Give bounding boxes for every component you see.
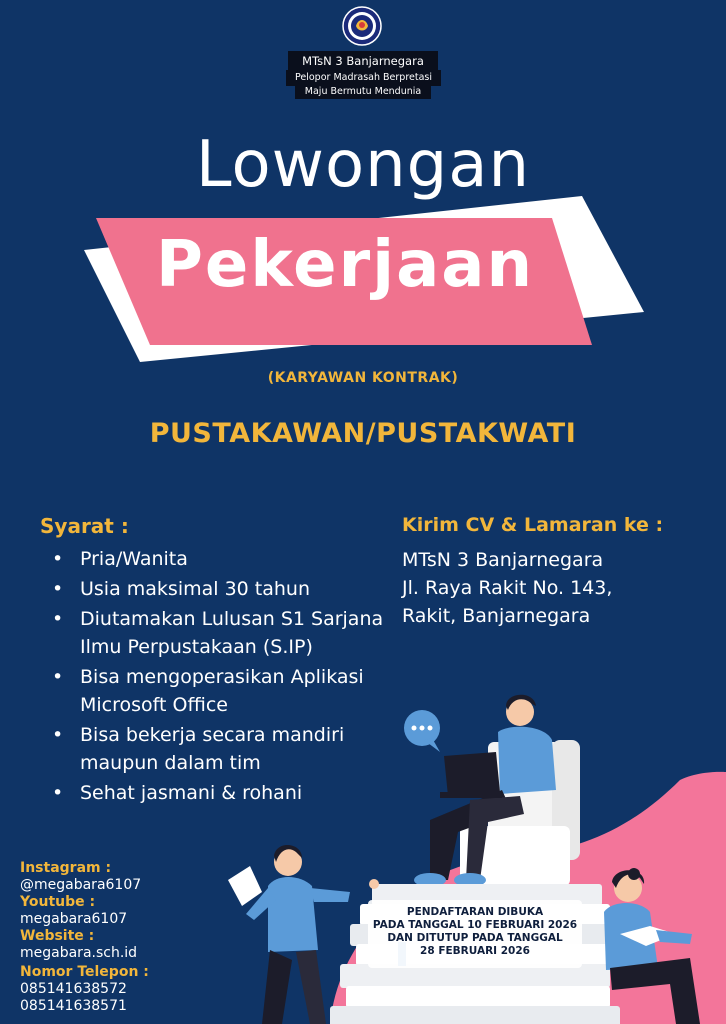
- youtube-label: Youtube :: [20, 894, 96, 910]
- notice-line-2: PADA TANGGAL 10 FEBRUARI 2026: [372, 919, 578, 931]
- website-value: megabara.sch.id: [20, 945, 138, 961]
- send-cv-heading: Kirim CV & Lamaran ke :: [402, 514, 664, 536]
- address-line: MTsN 3 Banjarnegara: [402, 549, 604, 571]
- employment-type-label: (KARYAWAN KONTRAK): [267, 370, 459, 386]
- requirements-list: [40, 545, 420, 809]
- requirement-item: • Pria/Wanita: [80, 545, 420, 573]
- requirement-item: • Bisa bekerja secara mandiri maupun dalam tim: [80, 721, 420, 777]
- position-title: PUSTAKAWAN/PUSTAKWATI: [149, 418, 577, 449]
- requirement-item: • Sehat jasmani & rohani: [80, 779, 420, 807]
- requirement-item: • Bisa mengoperasikan Aplikasi Microsoft Office: [80, 663, 420, 719]
- requirements-heading: Syarat :: [40, 514, 129, 538]
- address-line: Rakit, Banjarnegara: [402, 605, 591, 627]
- headline-lowongan: Lowongan: [195, 128, 531, 202]
- notice-line-4: 28 FEBRUARI 2026: [420, 945, 530, 957]
- youtube-value: megabara6107: [20, 911, 128, 927]
- phone-value-1: 085141638572: [20, 981, 127, 997]
- requirement-item: • Diutamakan Lulusan S1 Sarjana Ilmu Perpustakaan (S.IP): [80, 605, 420, 661]
- address-line: Jl. Raya Rakit No. 143,: [402, 577, 613, 599]
- headline-pekerjaan: Pekerjaan: [156, 228, 534, 302]
- phone-label: Nomor Telepon :: [20, 964, 149, 980]
- tagline-1: Pelopor Madrasah Berpretasi: [286, 70, 441, 86]
- tagline-2: Maju Bermutu Mendunia: [295, 84, 431, 99]
- school-name-label: MTsN 3 Banjarnegara: [288, 51, 438, 71]
- notice-line-3: DAN DITUTUP PADA TANGGAL: [387, 932, 563, 944]
- notice-line-1: PENDAFTARAN DIBUKA: [406, 906, 544, 918]
- instagram-label: Instagram :: [20, 860, 112, 876]
- website-label: Website :: [20, 928, 95, 944]
- instagram-value: @megabara6107: [20, 877, 142, 893]
- phone-value-2: 085141638571: [20, 998, 127, 1014]
- requirement-item: • Usia maksimal 30 tahun: [80, 575, 420, 603]
- school-logo-icon: [342, 6, 382, 46]
